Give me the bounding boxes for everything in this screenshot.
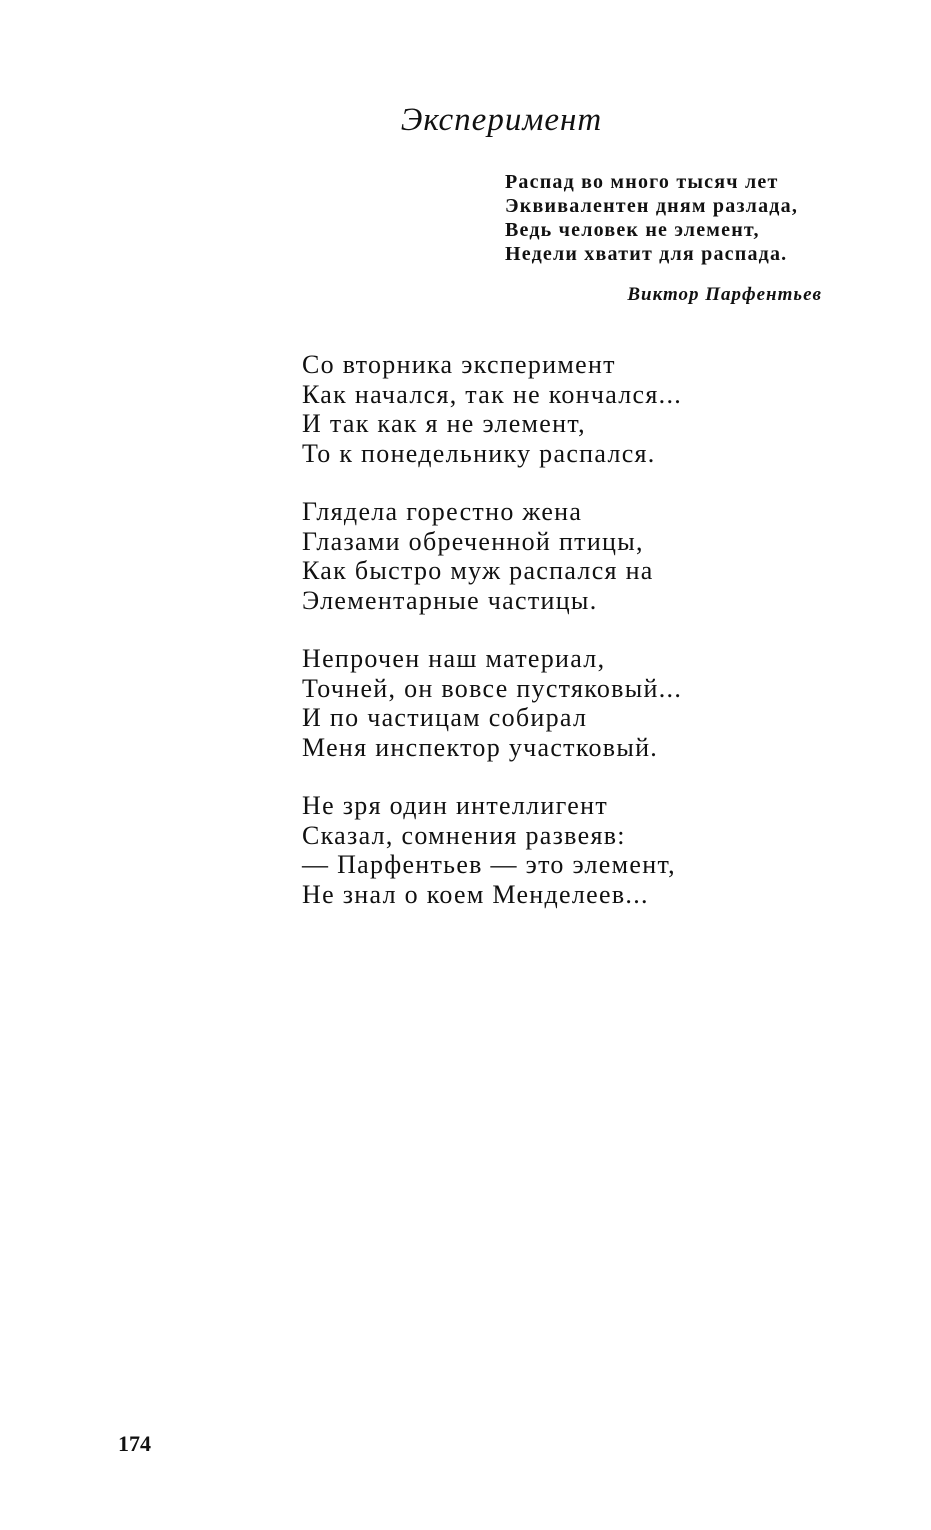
stanza — [302, 350, 862, 468]
poem-line: Глядела горестно жена — [302, 497, 583, 526]
poem-line: Не зря один интеллигент — [302, 791, 608, 820]
poem-line: Элементарные частицы. — [302, 585, 598, 615]
poem-body — [302, 350, 862, 938]
poem-line: Точней, он вовсе пустяковый... — [302, 673, 683, 703]
poem-line: И по частицам собирал — [302, 703, 588, 732]
poem-line: — Парфентьев — это элемент, — [302, 850, 676, 879]
poem-line: Как быстро муж распался на — [302, 556, 654, 585]
page-number: 174 — [118, 1431, 151, 1456]
epigraph-line: Недели хватит для распада. — [505, 243, 788, 265]
poem-line: Как начался, так не кончался... — [302, 379, 683, 409]
epigraph-line: Эквивалентен дням разлада, — [505, 195, 799, 217]
poem-line: Сказал, сомнения развеяв: — [302, 820, 626, 850]
stanza — [302, 644, 862, 762]
poem-line: Глазами обреченной птицы, — [302, 526, 644, 556]
epigraph-line: Распад во много тысяч лет — [505, 171, 779, 193]
poem-line: Непрочен наш материал, — [302, 644, 606, 673]
poem-title: Эксперимент — [400, 102, 603, 138]
epigraph-line: Ведь человек не элемент, — [505, 219, 760, 241]
poem-line: Со вторника эксперимент — [302, 350, 616, 379]
epigraph — [505, 170, 835, 266]
poem-line: Меня инспектор участковый. — [302, 732, 659, 762]
stanza — [302, 791, 862, 909]
poem-line: Не знал о коем Менделеев... — [302, 879, 649, 909]
poem-line: То к понедельнику распался. — [302, 438, 656, 468]
epigraph-author: Виктор Парфентьев — [627, 284, 822, 305]
stanza — [302, 497, 862, 615]
poem-line: И так как я не элемент, — [302, 409, 586, 438]
